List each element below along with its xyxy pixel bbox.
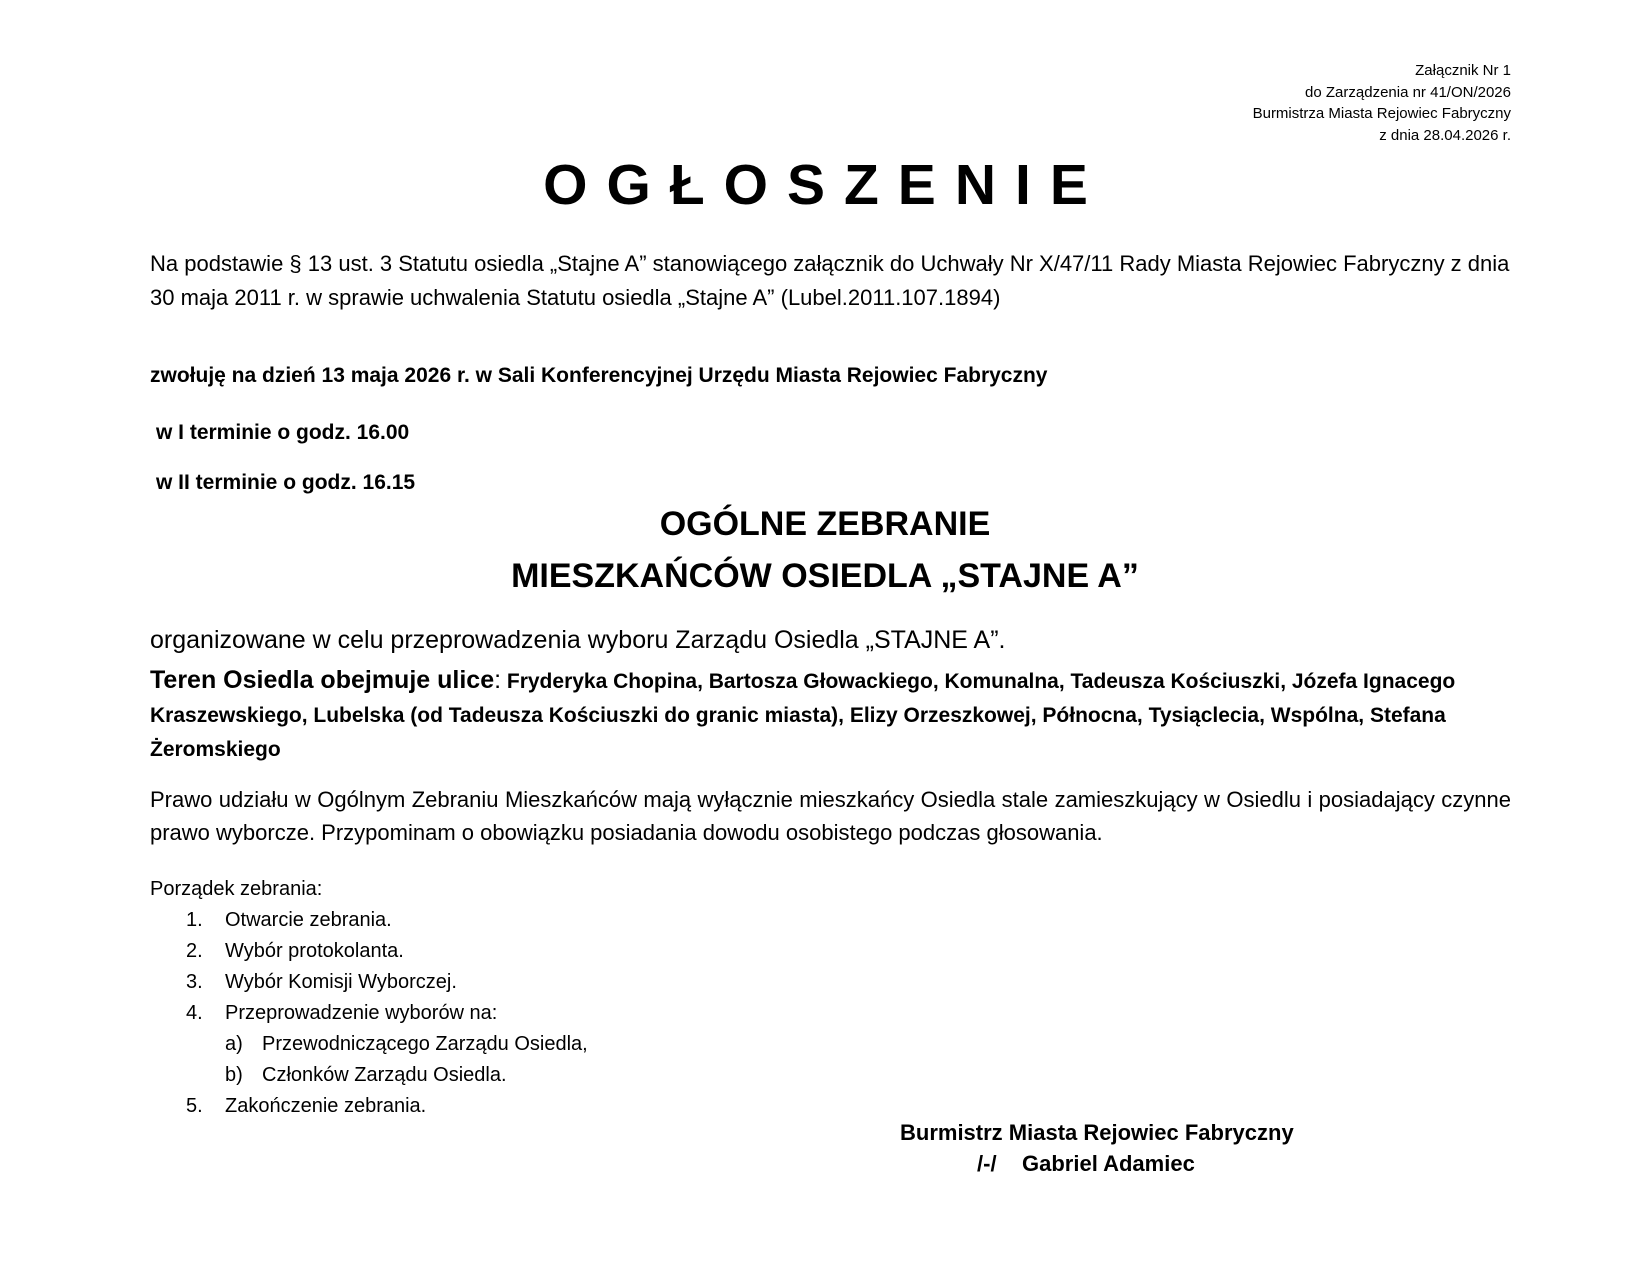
agenda-item bbox=[150, 998, 1511, 1029]
annex-line: z dnia 28.04.2026 r. bbox=[1379, 126, 1511, 144]
meeting-purpose: organizowane w celu przeprowadzenia wyboru Zarządu Osiedla „STAJNE A”. bbox=[150, 626, 1006, 654]
meeting-heading bbox=[0, 498, 1650, 602]
signatory-office: Burmistrz Miasta Rejowiec Fabryczny bbox=[900, 1120, 1294, 1145]
streets-list: Fryderyka Chopina, Bartosza Głowackiego, Komunalna, Tadeusza Kościuszki, Józefa Ignacego Kraszewskiego, Lubelska (od Tadeusza Kościuszki do granic miasta), Elizy Orzeszkowej, Północna, Tysiąclecia, Wspólna, Stefana Żeromskiego bbox=[150, 670, 1456, 761]
annex-line: Burmistrza Miasta Rejowiec Fabryczny bbox=[1252, 105, 1511, 122]
agenda-item-text: Wybór protokolanta. bbox=[225, 940, 404, 962]
agenda-subitem-letter: a) bbox=[225, 1033, 243, 1055]
agenda bbox=[150, 874, 1511, 1122]
streets-paragraph bbox=[150, 663, 1511, 767]
agenda-item bbox=[150, 967, 1511, 998]
agenda-item-text: Otwarcie zebrania. bbox=[225, 909, 392, 931]
first-term: w I terminie o godz. 16.00 bbox=[156, 421, 410, 444]
agenda-item bbox=[150, 905, 1511, 936]
meeting-terms bbox=[156, 408, 1517, 508]
agenda-subitem bbox=[150, 1060, 1511, 1091]
signature-mark: /-/ bbox=[977, 1151, 997, 1176]
agenda-item-number: 4. bbox=[186, 1002, 203, 1024]
agenda-item-text: Przeprowadzenie wyborów na: bbox=[225, 1002, 498, 1024]
document-title: OGŁOSZENIE bbox=[543, 153, 1107, 217]
agenda-subitem-text: Członków Zarządu Osiedla. bbox=[262, 1064, 507, 1086]
agenda-item-number: 3. bbox=[186, 971, 203, 993]
agenda-item-text: Zakończenie zebrania. bbox=[225, 1095, 427, 1117]
meeting-heading-line: MIESZKAŃCÓW OSIEDLA „STAJNE A” bbox=[511, 557, 1139, 595]
agenda-item-number: 1. bbox=[186, 909, 203, 931]
agenda-item-number: 2. bbox=[186, 940, 203, 962]
annex-note bbox=[1253, 60, 1511, 146]
signatory-line bbox=[900, 1148, 1294, 1179]
agenda-item-text: Wybór Komisji Wyborczej. bbox=[225, 971, 457, 993]
voting-rights-paragraph: Prawo udziału w Ogólnym Zebraniu Mieszkańców mają wyłącznie mieszkańcy Osiedla stale zamieszkujący w Osiedlu i posiadający czynne prawo wyborcze. Przypominam o obowiązku posiadania dowodu osobistego podczas głosowania. bbox=[150, 787, 1511, 845]
streets-lead: Teren Osiedla obejmuje ulice bbox=[150, 666, 495, 694]
signature-block bbox=[900, 1117, 1294, 1179]
legal-basis-paragraph: Na podstawie § 13 ust. 3 Statutu osiedla „Stajne A” stanowiącego załącznik do Uchwały Nr X/47/11 Rady Miasta Rejowiec Fabryczny z dnia 30 maja 2011 r. w sprawie uchwalenia Statutu osiedla „Stajne A” (Lubel.2011.107.1894) bbox=[150, 251, 1510, 310]
agenda-subitem-letter: b) bbox=[225, 1064, 243, 1086]
agenda-item bbox=[150, 936, 1511, 967]
agenda-item-number: 5. bbox=[186, 1095, 203, 1117]
signatory-name: Gabriel Adamiec bbox=[1022, 1151, 1195, 1176]
annex-line: do Zarządzenia nr 41/ON/2026 bbox=[1305, 83, 1511, 101]
convening-statement: zwołuję na dzień 13 maja 2026 r. w Sali Konferencyjnej Urzędu Miasta Rejowiec Fabryczny bbox=[150, 364, 1048, 387]
agenda-heading: Porządek zebrania: bbox=[150, 878, 323, 900]
streets-colon: : bbox=[494, 666, 502, 694]
agenda-subitem bbox=[150, 1029, 1511, 1060]
agenda-item bbox=[150, 1091, 1511, 1122]
agenda-subitem-text: Przewodniczącego Zarządu Osiedla, bbox=[262, 1033, 588, 1055]
second-term: w II terminie o godz. 16.15 bbox=[156, 471, 416, 494]
annex-line: Załącznik Nr 1 bbox=[1415, 62, 1511, 79]
meeting-heading-line: OGÓLNE ZEBRANIE bbox=[659, 505, 991, 543]
